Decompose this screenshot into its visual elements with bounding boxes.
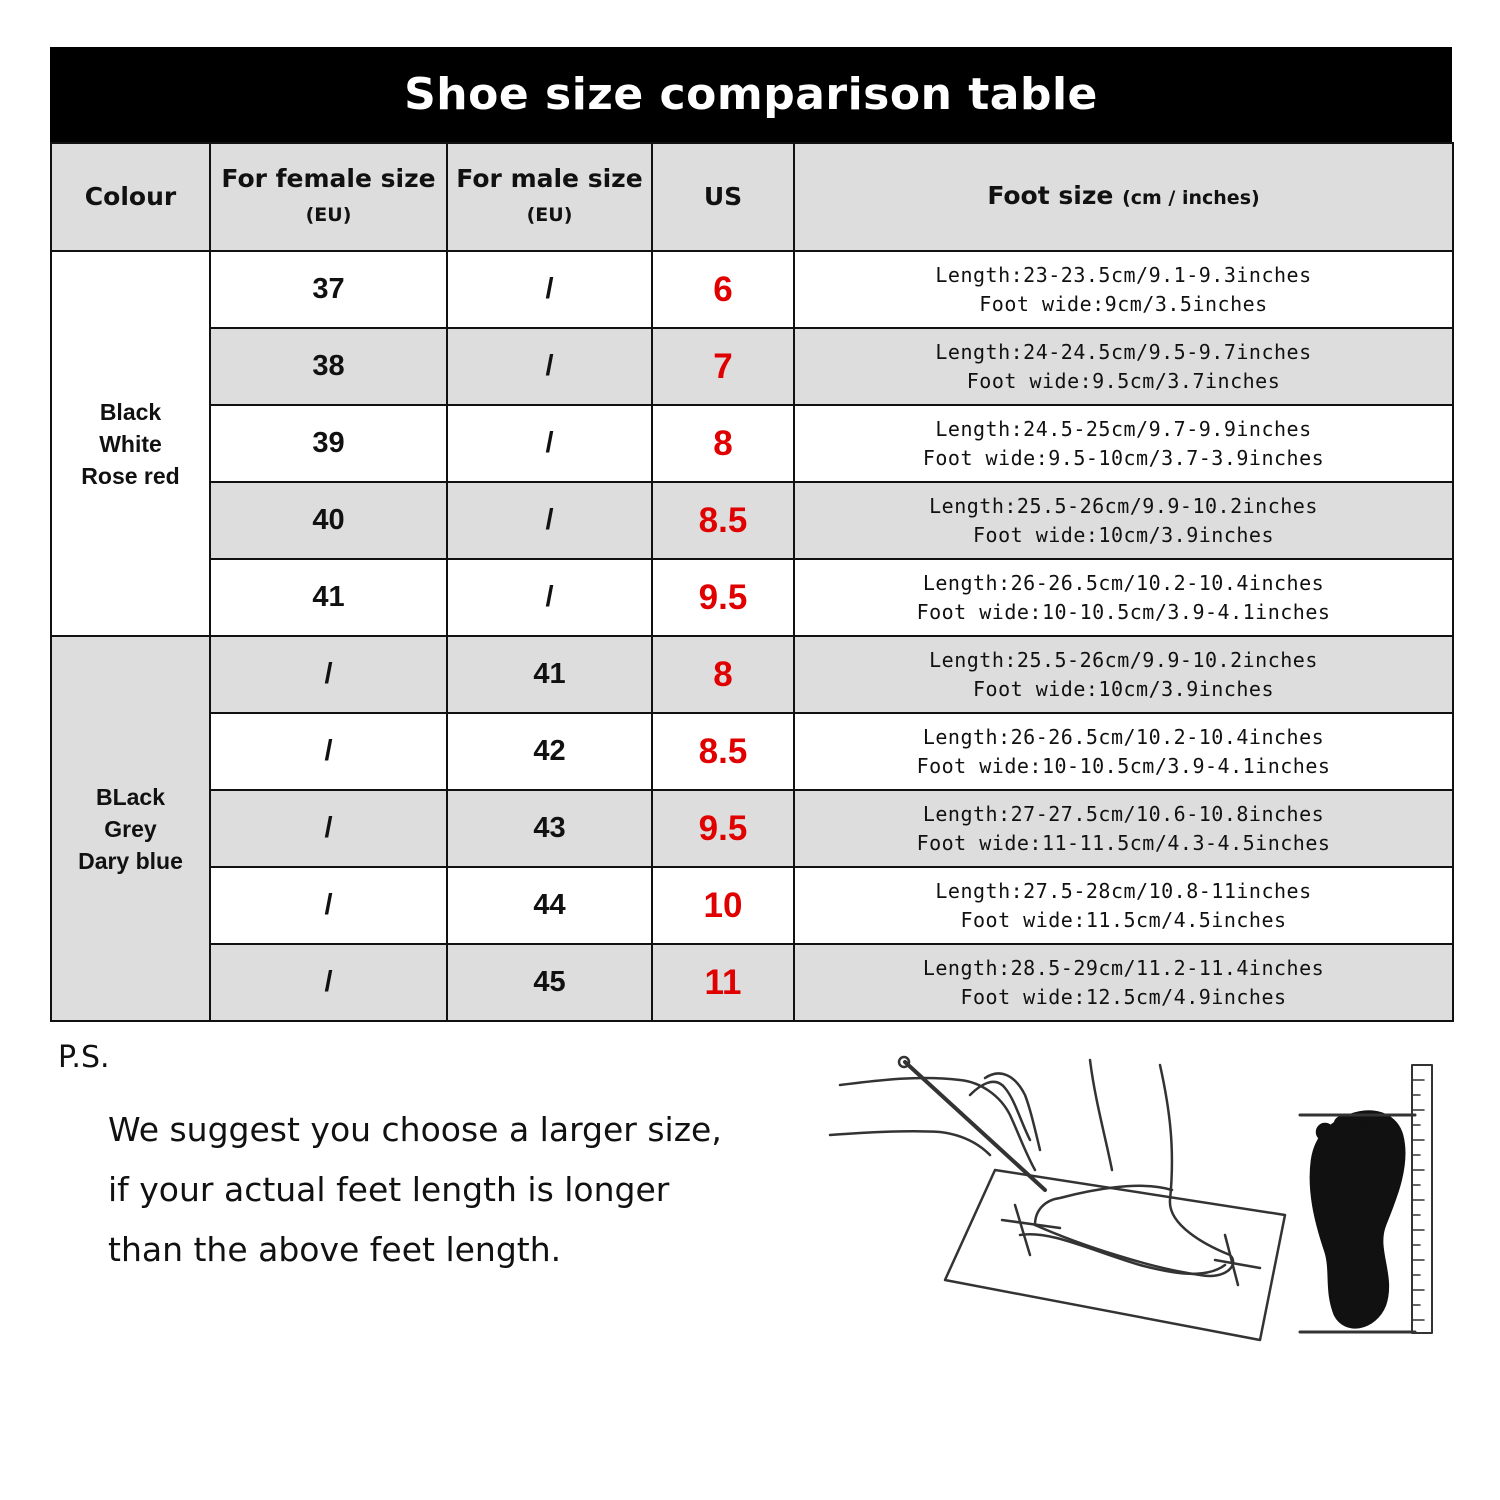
female-size-cell: 37 bbox=[210, 251, 447, 328]
header-row bbox=[51, 143, 1453, 251]
foot-length: Length:25.5-26cm/9.9-10.2inches bbox=[929, 647, 1318, 672]
note-line: than the above feet length. bbox=[108, 1230, 562, 1269]
male-size-cell: 41 bbox=[447, 636, 652, 713]
female-size-cell: / bbox=[210, 713, 447, 790]
male-size-cell: / bbox=[447, 559, 652, 636]
table-row bbox=[51, 405, 1453, 482]
foot-size-cell bbox=[794, 405, 1453, 482]
header-us: US bbox=[652, 143, 794, 251]
foot-size-cell bbox=[794, 790, 1453, 867]
note-line: We suggest you choose a larger size, bbox=[108, 1110, 722, 1149]
foot-size-cell bbox=[794, 713, 1453, 790]
header-foot-size: Foot size (cm / inches) bbox=[794, 143, 1453, 251]
female-size-cell: / bbox=[210, 867, 447, 944]
foot-measuring-illustration bbox=[820, 1040, 1460, 1370]
foot-length: Length:28.5-29cm/11.2-11.4inches bbox=[922, 955, 1325, 980]
foot-wide: Foot wide:10cm/3.9inches bbox=[973, 676, 1274, 701]
female-size-cell: 39 bbox=[210, 405, 447, 482]
foot-wide: Foot wide:9cm/3.5inches bbox=[979, 291, 1268, 316]
us-size-cell: 8 bbox=[652, 405, 794, 482]
colour-group-1: Black White Rose red bbox=[51, 251, 210, 636]
table-row bbox=[51, 559, 1453, 636]
table-row bbox=[51, 482, 1453, 559]
foot-size-cell bbox=[794, 944, 1453, 1021]
foot-size-cell bbox=[794, 482, 1453, 559]
size-table bbox=[50, 142, 1454, 1022]
male-size-cell: / bbox=[447, 328, 652, 405]
us-size-cell: 9.5 bbox=[652, 790, 794, 867]
male-size-cell: 42 bbox=[447, 713, 652, 790]
us-size-cell: 11 bbox=[652, 944, 794, 1021]
foot-length: Length:24.5-25cm/9.7-9.9inches bbox=[935, 416, 1312, 441]
us-size-cell: 9.5 bbox=[652, 559, 794, 636]
table-row bbox=[51, 790, 1453, 867]
foot-size-cell bbox=[794, 559, 1453, 636]
foot-wide: Foot wide:11.5cm/4.5inches bbox=[960, 907, 1287, 932]
foot-length: Length:26-26.5cm/10.2-10.4inches bbox=[922, 724, 1325, 749]
header-colour: Colour bbox=[51, 143, 210, 251]
colour-group-2: BLack Grey Dary blue bbox=[51, 636, 210, 1021]
table-row bbox=[51, 713, 1453, 790]
foot-wide: Foot wide:10-10.5cm/3.9-4.1inches bbox=[916, 599, 1331, 624]
foot-wide: Foot wide:9.5-10cm/3.7-3.9inches bbox=[922, 445, 1325, 470]
male-size-cell: 45 bbox=[447, 944, 652, 1021]
table-row bbox=[51, 328, 1453, 405]
table-title: Shoe size comparison table bbox=[50, 47, 1452, 142]
us-size-cell: 6 bbox=[652, 251, 794, 328]
male-size-cell: 43 bbox=[447, 790, 652, 867]
foot-size-cell bbox=[794, 867, 1453, 944]
us-size-cell: 8.5 bbox=[652, 713, 794, 790]
foot-wide: Foot wide:10cm/3.9inches bbox=[973, 522, 1274, 547]
ps-label: P.S. bbox=[58, 1040, 110, 1075]
table-row bbox=[51, 867, 1453, 944]
male-size-cell: / bbox=[447, 405, 652, 482]
female-size-cell: 40 bbox=[210, 482, 447, 559]
size-chart bbox=[50, 47, 1452, 1022]
foot-length: Length:27-27.5cm/10.6-10.8inches bbox=[922, 801, 1325, 826]
foot-wide: Foot wide:12.5cm/4.9inches bbox=[960, 984, 1287, 1009]
note-line: if your actual feet length is longer bbox=[108, 1170, 670, 1209]
foot-wide: Foot wide:11-11.5cm/4.3-4.5inches bbox=[916, 830, 1331, 855]
foot-size-cell bbox=[794, 636, 1453, 713]
size-suggestion-note bbox=[108, 1100, 768, 1280]
foot-length: Length:25.5-26cm/9.9-10.2inches bbox=[929, 493, 1318, 518]
us-size-cell: 8 bbox=[652, 636, 794, 713]
foot-wide: Foot wide:10-10.5cm/3.9-4.1inches bbox=[916, 753, 1331, 778]
header-female-size: For female size (EU) bbox=[210, 143, 447, 251]
foot-wide: Foot wide:9.5cm/3.7inches bbox=[966, 368, 1281, 393]
female-size-cell: 41 bbox=[210, 559, 447, 636]
male-size-cell: / bbox=[447, 251, 652, 328]
female-size-cell: / bbox=[210, 636, 447, 713]
foot-length: Length:23-23.5cm/9.1-9.3inches bbox=[935, 262, 1312, 287]
male-size-cell: / bbox=[447, 482, 652, 559]
us-size-cell: 7 bbox=[652, 328, 794, 405]
table-row bbox=[51, 251, 1453, 328]
foot-size-cell bbox=[794, 328, 1453, 405]
table-row bbox=[51, 636, 1453, 713]
foot-length: Length:26-26.5cm/10.2-10.4inches bbox=[922, 570, 1325, 595]
foot-length: Length:24-24.5cm/9.5-9.7inches bbox=[935, 339, 1312, 364]
us-size-cell: 10 bbox=[652, 867, 794, 944]
female-size-cell: / bbox=[210, 944, 447, 1021]
female-size-cell: / bbox=[210, 790, 447, 867]
female-size-cell: 38 bbox=[210, 328, 447, 405]
foot-length: Length:27.5-28cm/10.8-11inches bbox=[935, 878, 1312, 903]
header-male-size: For male size (EU) bbox=[447, 143, 652, 251]
table-row bbox=[51, 944, 1453, 1021]
foot-size-cell bbox=[794, 251, 1453, 328]
us-size-cell: 8.5 bbox=[652, 482, 794, 559]
male-size-cell: 44 bbox=[447, 867, 652, 944]
